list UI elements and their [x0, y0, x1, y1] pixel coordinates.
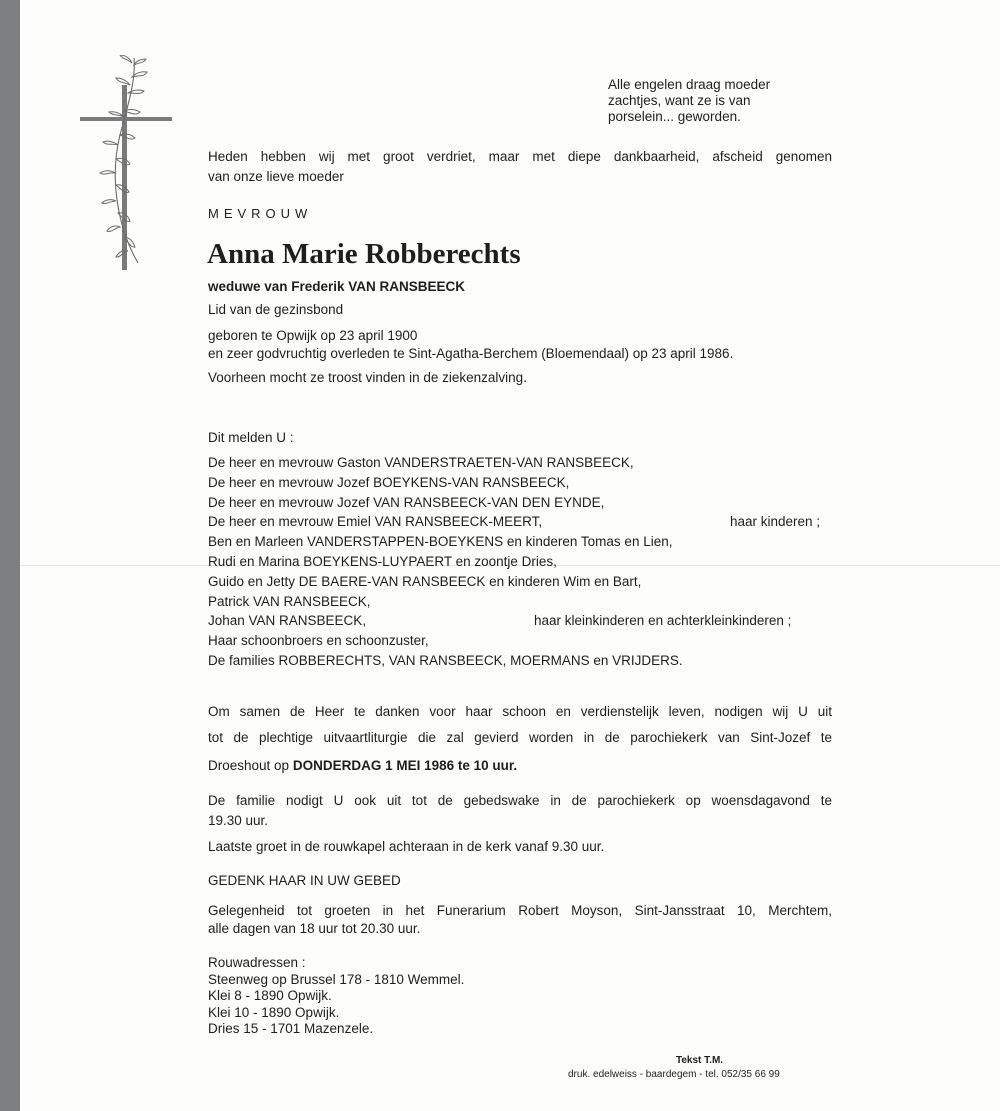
grandchildren-label: haar kleinkinderen en achterkleinkinderen ;	[534, 613, 792, 629]
family-row: De heer en mevrouw Jozef BOEYKENS-VAN RANSBEECK,	[208, 474, 570, 490]
invitation-date-line: Droeshout op DONDERDAG 1 MEI 1986 te 10 uur.	[208, 758, 518, 773]
family-row: De heer en mevrouw Jozef VAN RANSBEECK-VAN DEN EYNDE,	[208, 494, 605, 510]
funeral-date: DONDERDAG 1 MEI 1986 te 10 uur.	[292, 758, 518, 773]
verse-line: porselein... geworden.	[608, 109, 741, 124]
address-line: Klei 10 - 1890 Opwijk.	[208, 1004, 340, 1020]
address-line: Dries 15 - 1701 Mazenzele.	[208, 1021, 374, 1036]
family-row: Haar schoonbroers en schoonzuster,	[208, 633, 429, 649]
addresses-heading: Rouwadressen :	[208, 955, 306, 970]
cross-with-olive-branch-icon	[80, 55, 175, 280]
family-row: Patrick VAN RANSBEECK,	[208, 593, 371, 609]
membership: Lid van de gezinsbond	[208, 302, 344, 317]
printer-credit: druk. edelweiss - baardegem - tel. 052/35 66 99	[568, 1069, 780, 1080]
remember-line: GEDENK HAAR IN UW GEBED	[208, 873, 401, 888]
comfort-line: Voorheen mocht ze troost vinden in de ziekenzalving.	[208, 370, 527, 385]
address-line: Steenweg op Brussel 178 - 1810 Wemmel.	[208, 971, 465, 987]
text-credit: Tekst T.M.	[676, 1055, 724, 1066]
family-row: De heer en mevrouw Gaston VANDERSTRAETEN-VAN RANSBEECK,	[208, 455, 634, 470]
family-row: Johan VAN RANSBEECK, haar kleinkinderen en achterkleinkinderen ;	[208, 611, 683, 631]
address-line: Klei 8 - 1890 Opwijk.	[208, 988, 332, 1003]
invitation-line: Om samen de Heer te danken voor haar schoon en verdienstelijk leven, nodigen wij U uit	[208, 704, 832, 719]
invitation-line: tot de plechtige uitvaartliturgie die zal gevierd worden in de parochiekerk van Sint-Jozef te	[208, 730, 832, 745]
announce-heading: Dit melden U :	[208, 430, 294, 445]
verse-line: Alle engelen draag moeder	[608, 77, 771, 92]
intro-line: van onze lieve moeder	[208, 169, 344, 184]
vigil-line: De familie nodigt U ook uit tot de gebedswake in de parochiekerk op woensdagavond te	[208, 793, 832, 808]
intro-line: Heden hebben wij met groot verdriet, maar met diepe dankbaarheid, afscheid genomen	[208, 149, 832, 164]
mourning-addresses	[208, 955, 464, 1038]
death-line: en zeer godvruchtig overleden te Sint-Agatha-Berchem (Bloemendaal) op 23 april 1986.	[208, 346, 734, 361]
family-row: De heer en mevrouw Emiel VAN RANSBEECK-MEERT, haar kinderen ;	[208, 512, 683, 532]
deceased-name: Anna Marie Robberechts	[207, 238, 521, 270]
vigil-line: 19.30 uur.	[208, 813, 269, 828]
family-row: De families ROBBERECHTS, VAN RANSBEECK, MOERMANS en VRIJDERS.	[208, 652, 683, 668]
verse-line: zachtjes, want ze is van	[608, 93, 751, 108]
title-word: MEVROUW	[208, 206, 313, 221]
children-label: haar kinderen ;	[730, 514, 821, 530]
paper-edge-bar	[0, 0, 20, 1111]
family-row: Guido en Jetty DE BAERE-VAN RANSBEECK en kinderen Wim en Bart,	[208, 573, 642, 589]
funerarium-line: Gelegenheid tot groeten in het Funerarium Robert Moyson, Sint-Jansstraat 10, Merchtem,	[208, 903, 832, 918]
intro-text	[208, 147, 832, 187]
last-greeting: Laatste groet in de rouwkapel achteraan in de kerk vanaf 9.30 uur.	[208, 839, 605, 854]
family-list	[208, 453, 821, 671]
family-row: Ben en Marleen VANDERSTAPPEN-BOEYKENS en kinderen Tomas en Lien,	[208, 534, 673, 550]
birth-line: geboren te Opwijk op 23 april 1900	[208, 328, 418, 343]
verse	[608, 77, 803, 125]
funerarium-line: alle dagen van 18 uur tot 20.30 uur.	[208, 921, 421, 936]
widow-of: weduwe van Frederik VAN RANSBEECK	[208, 279, 466, 294]
family-row: Rudi en Marina BOEYKENS-LUYPAERT en zoontje Dries,	[208, 553, 557, 569]
